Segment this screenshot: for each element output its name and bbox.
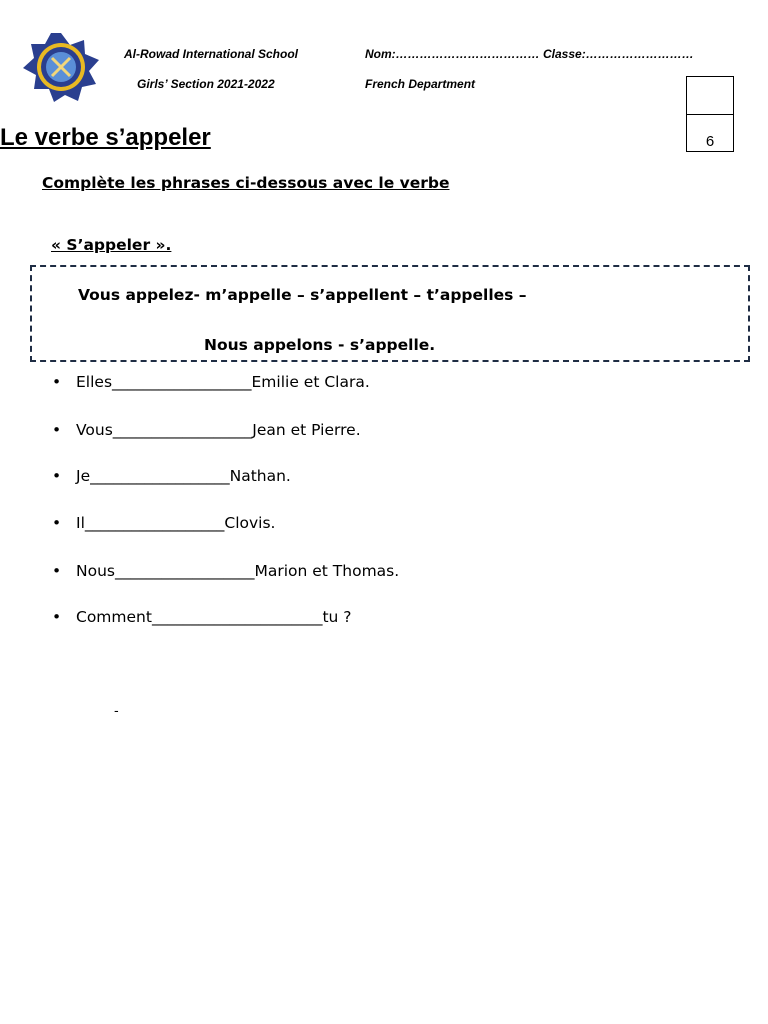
bullet-icon: • [52,608,62,626]
exercise-item [52,514,275,532]
exercise-text: Je__________________Nathan. [76,467,291,485]
verb-label: « S’appeler ». [51,236,172,254]
exercise-text: Nous__________________Marion et Thomas. [76,562,400,580]
school-name: Al-Rowad International School [124,47,299,61]
exercise-item [52,373,370,391]
bullet-icon: • [52,514,62,532]
exercise-text: Elles__________________Emilie et Clara. [76,373,370,391]
bullet-icon: • [52,421,62,439]
exercise-item [52,421,361,439]
bullet-icon: • [52,373,62,391]
name-class-field: Nom:……………………………… Classe:……………………… [365,47,694,61]
school-logo [22,32,100,102]
bullet-icon: • [52,467,62,485]
bullet-icon: • [52,562,62,580]
section-year: Girls’ Section 2021-2022 [137,77,275,91]
score-total: 6 [705,133,715,150]
exercise-text: Il__________________Clovis. [76,514,276,532]
score-divider [686,114,734,115]
exercise-text: Vous__________________Jean et Pierre. [76,421,361,439]
exercise-item [52,562,399,580]
page-title: Le verbe s’appeler [0,124,211,151]
word-bank-line-1: Vous appelez- m’appelle – s’appellent – t’appelles – [78,286,527,304]
department: French Department [365,77,476,91]
instruction: Complète les phrases ci-dessous avec le verbe [42,174,450,192]
exercise-item [52,467,291,485]
stray-mark: - [114,704,119,719]
exercise-item [52,608,352,626]
exercise-text: Comment______________________tu ? [76,608,352,626]
word-bank-line-2: Nous appelons - s’appelle. [204,336,436,354]
